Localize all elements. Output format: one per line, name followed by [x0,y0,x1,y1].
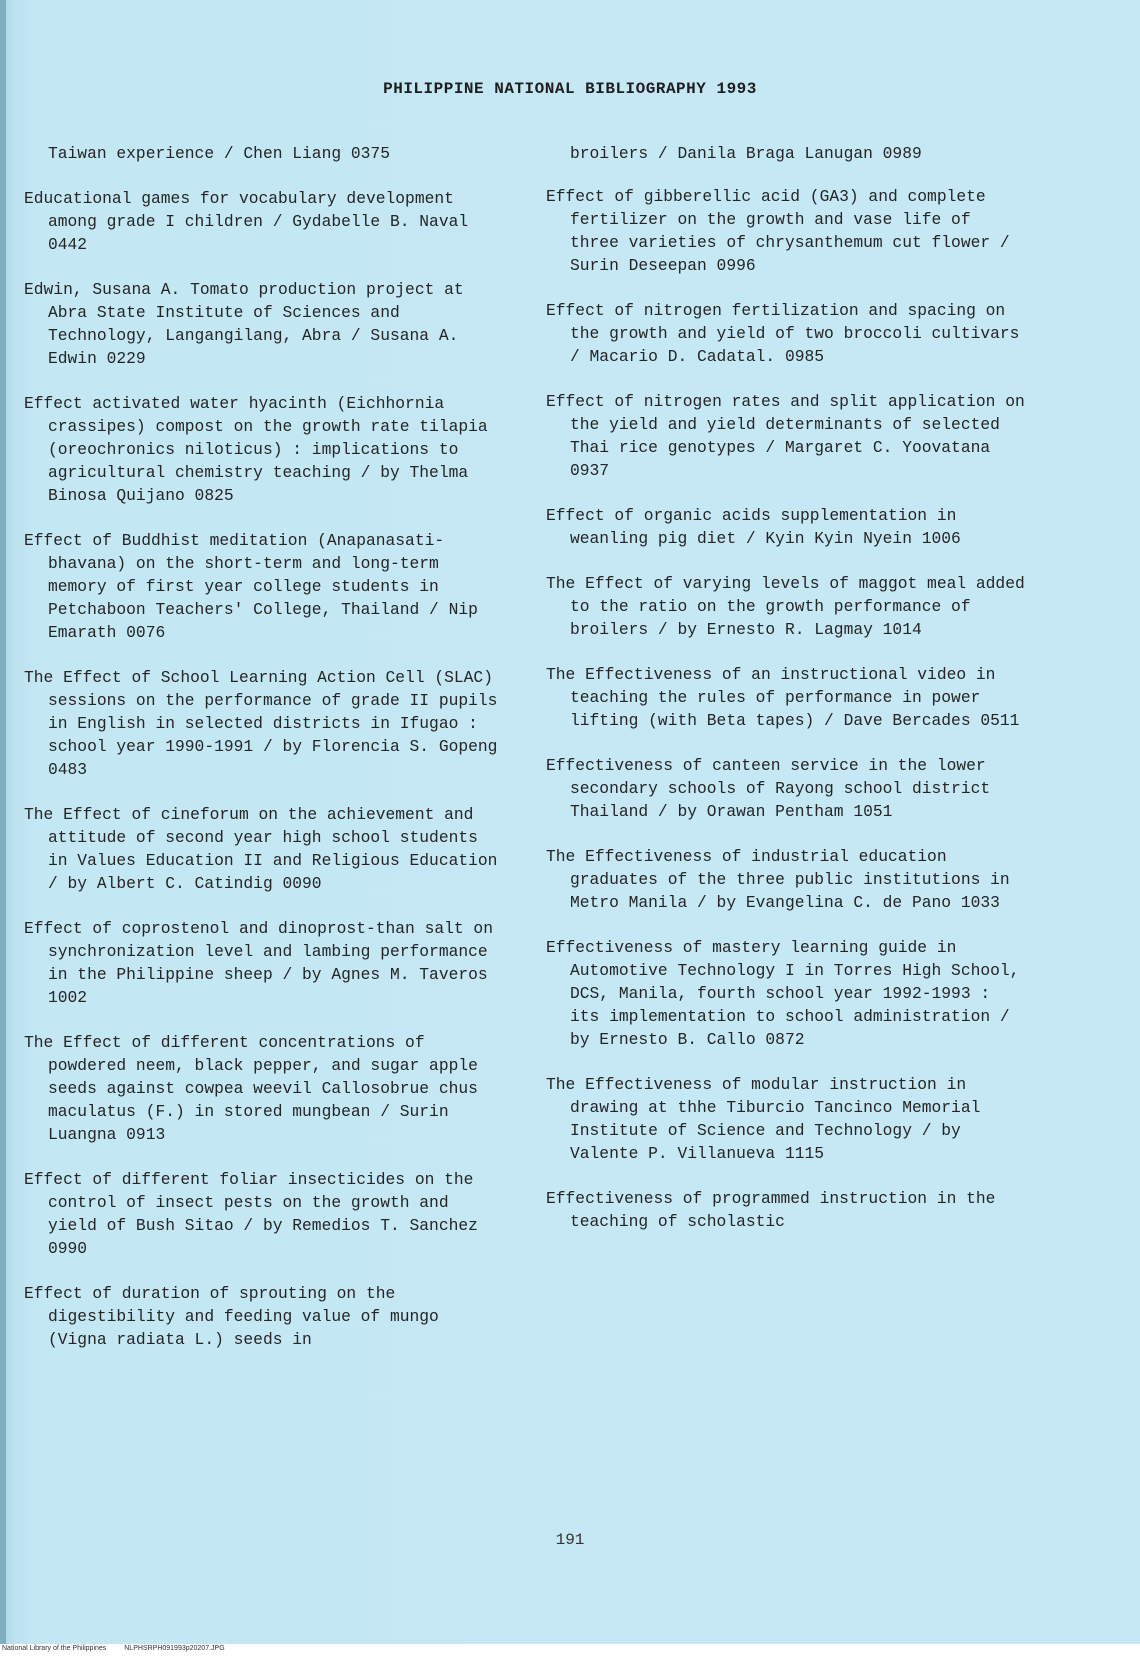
bibliography-entry: Effect of duration of sprouting on the digestibility and feeding value of mungo (Vigna radiata L.) seeds in [24,1284,439,1349]
entry-continuation-right: broilers / Danila Braga Lanugan 0989 [570,144,922,163]
bibliography-entry: Effectiveness of mastery learning guide in Automotive Technology I in Torres High School, DCS, Manila, fourth school year 1992-1993 : its implementation to school administration / by Ernesto B. Callo 0872 [546,938,1020,1049]
right-column [546,142,1026,1255]
left-column [24,142,504,1373]
entry-continuation-left: Taiwan experience / Chen Liang 0375 [48,144,390,163]
page-number: 191 [555,1531,585,1549]
bibliography-entry: The Effectiveness of an instructional video in teaching the rules of performance in power lifting (with Beta tapes) / Dave Bercades 0511 [546,665,1020,730]
file-name: NLPHSRPH091993p20207.JPG [124,1645,225,1652]
bibliography-entry: The Effect of varying levels of maggot meal added to the ratio on the growth performance of broilers / by Ernesto R. Lagmay 1014 [546,574,1025,639]
bibliography-entry: Effect of coprostenol and dinoprost-than salt on synchronization level and lambing performance in the Philippine sheep / by Agnes M. Taveros 1002 [24,919,493,1007]
bibliography-entry: The Effectiveness of industrial education graduates of the three public institutions in Metro Manila / by Evangelina C. de Pano 1033 [546,847,1010,912]
bibliography-entry: Educational games for vocabulary development among grade I children / Gydabelle B. Naval 0442 [24,189,469,254]
bibliography-entry: Effect of gibberellic acid (GA3) and complete fertilizer on the growth and vase life of three varieties of chrysanthemum cut flower / Surin Deseepan 0996 [546,187,1010,275]
bibliography-entry: The Effectiveness of modular instruction in drawing at thhe Tiburcio Tancinco Memorial Institute of Science and Technology / by Valente P. Villanueva 1115 [546,1075,981,1163]
binding-edge [0,0,6,1658]
bibliography-entry: Edwin, Susana A. Tomato production project at Abra State Institute of Sciences and Technology, Langangilang, Abra / Susana A. Edwin 0229 [24,280,464,368]
bibliography-entry: The Effect of cineforum on the achievement and attitude of second year high school students in Values Education II and Religious Education / by Albert C. Catindig 0090 [24,805,498,893]
bibliography-entry: The Effect of School Learning Action Cell (SLAC) sessions on the performance of grade II pupils in English in selected districts in Ifugao : school year 1990-1991 / by Florencia S. Gopeng 0483 [24,668,498,779]
bibliography-entry: Effectiveness of programmed instruction in the teaching of scholastic [546,1189,996,1231]
bibliography-entry: Effect of nitrogen fertilization and spacing on the growth and yield of two broccoli cultivars / Macario D. Cadatal. 0985 [546,301,1020,366]
bibliography-entry: Effectiveness of canteen service in the lower secondary schools of Rayong school district Thailand / by Orawan Pentham 1051 [546,756,991,821]
bibliography-entry: Effect of different foliar insecticides on the control of insect pests on the growth and yield of Bush Sitao / by Remedios T. Sanchez 0990 [24,1170,478,1258]
bibliography-entry: Effect of nitrogen rates and split application on the yield and yield determinants of selected Thai rice genotypes / Margaret C. Yoovatana 0937 [546,392,1025,480]
scan-footer [2,1645,241,1652]
bibliography-entry: Effect of Buddhist meditation (Anapanasati-bhavana) on the short-term and long-term memory of first year college students in Petchaboon Teachers' College, Thailand / Nip Emarath 0076 [24,531,478,642]
bibliography-entry: Effect of organic acids supplementation in weanling pig diet / Kyin Kyin Nyein 1006 [546,506,961,548]
bibliography-entry: Effect activated water hyacinth (Eichhornia crassipes) compost on the growth rate tilapia (oreochronics niloticus) : implications to agricultural chemistry teaching / by Thelma Binosa Quijano 0825 [24,394,488,505]
bibliography-entry: The Effect of different concentrations of powdered neem, black pepper, and sugar apple seeds against cowpea weevil Callosobrue chus maculatus (F.) in stored mungbean / Surin Luangna 0913 [24,1033,478,1144]
library-credit: National Library of the Philippines [2,1645,107,1652]
running-head: PHILIPPINE NATIONAL BIBLIOGRAPHY 1993 [383,80,757,98]
